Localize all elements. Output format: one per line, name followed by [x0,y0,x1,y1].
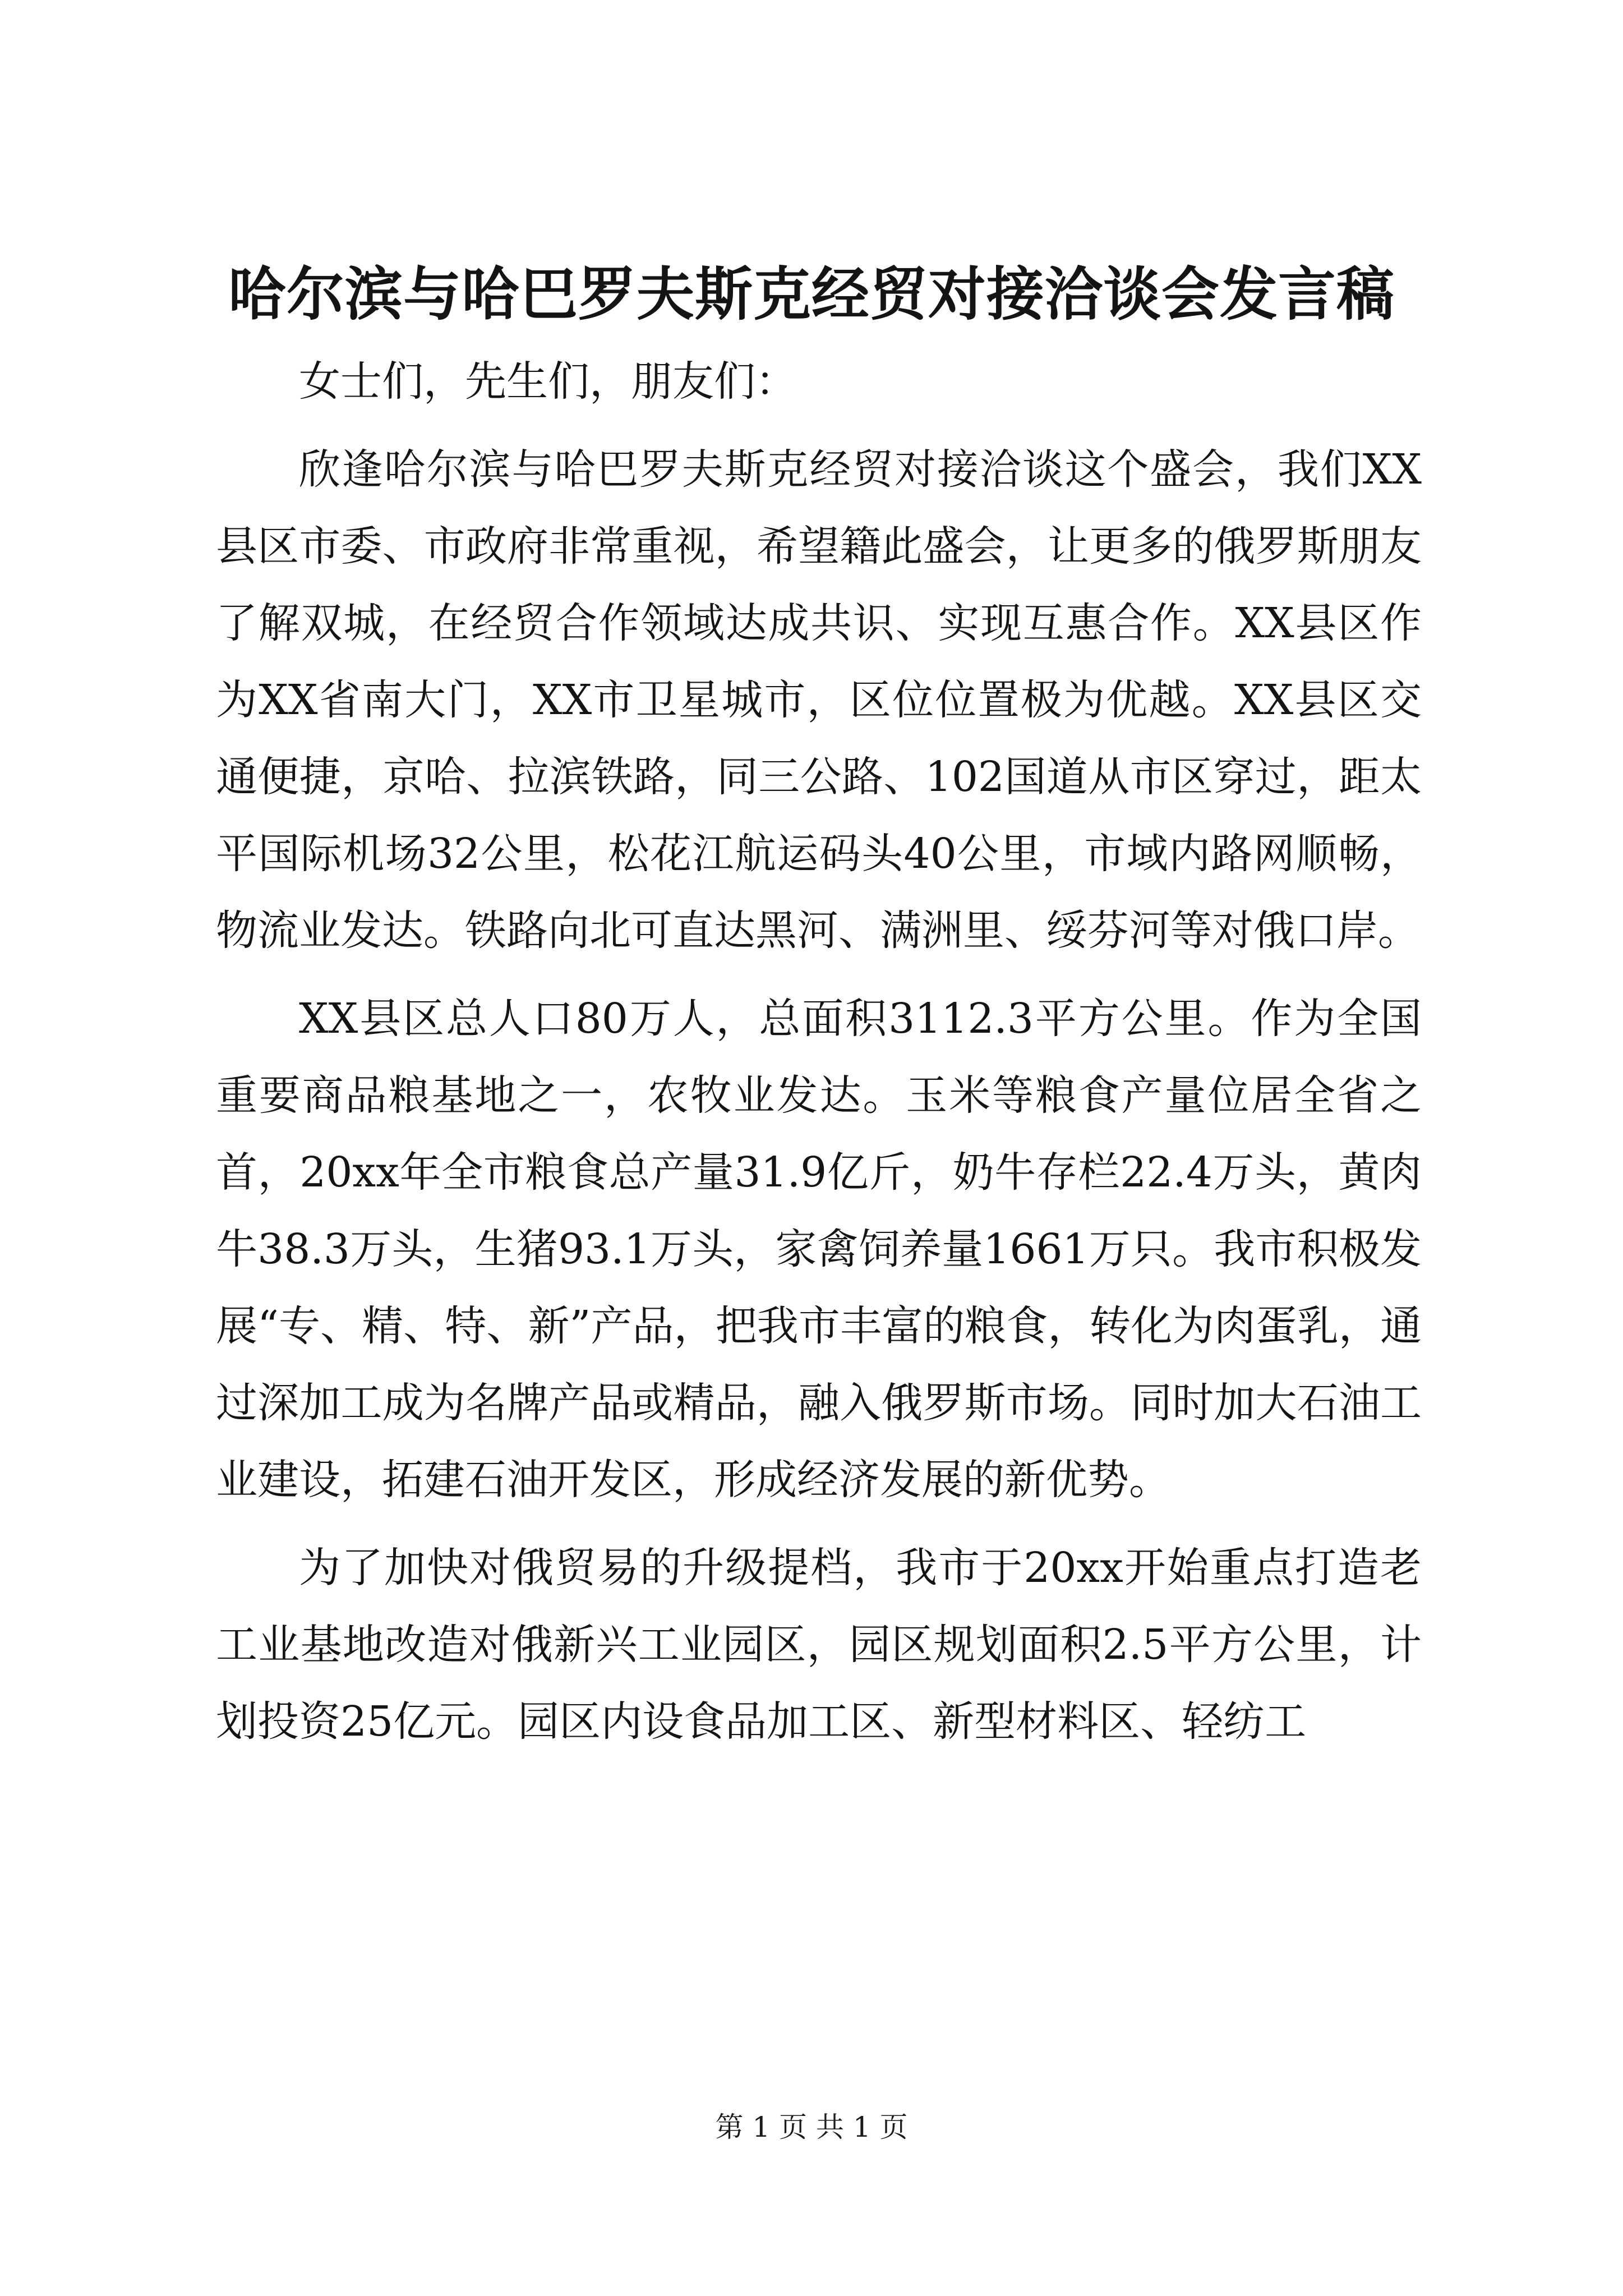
page-footer: 第 1 页 共 1 页 [715,2111,908,2143]
paragraph-location: 欣逢哈尔滨与哈巴罗夫斯克经贸对接洽谈这个盛会，我们XX县区市委、市政府非常重视，希望籍此盛会，让更多的俄罗斯朋友了解双城，在经贸合作领域达成共识、实现互惠合作。XX县区作为XX省南大门，XX市卫星城市，区位位置极为优越。XX县区交通便捷，京哈、拉滨铁路，同三公路、102国道从市区穿过，距太平国际机场32公里，松花江航运码头40公里，市域内路网顺畅，物流业发达。铁路向北可直达黑河、满洲里、绥芬河等对俄口岸。 [216,445,1422,955]
paragraph-economy: XX县区总人口80万人，总面积3112.3平方公里。作为全国重要商品粮基地之一，农牧业发达。玉米等粮食产量位居全省之首，20xx年全市粮食总产量31.9亿斤，奶牛存栏22.4万头，黄肉牛38.3万头，生猪93.1万头，家禽饲养量1661万只。我市积极发展“专、精、特、新”产品，把我市丰富的粮食，转化为肉蛋乳，通过深加工成为名牌产品或精品，融入俄罗斯市场。同时加大石油工业建设，拓建石油开发区，形成经济发展的新优势。 [216,995,1422,1504]
document-title: 哈尔滨与哈巴罗夫斯克经贸对接洽谈会发言稿 [228,260,1395,328]
paragraph-industrial-park: 为了加快对俄贸易的升级提档，我市于20xx开始重点打造老工业基地改造对俄新兴工业园区，园区规划面积2.5平方公里，计划投资25亿元。园区内设食品加工区、新型材料区、轻纺工 [216,1544,1422,1746]
paragraph-greeting: 女士们，先生们，朋友们： [299,357,797,406]
document-body [216,343,1422,1772]
